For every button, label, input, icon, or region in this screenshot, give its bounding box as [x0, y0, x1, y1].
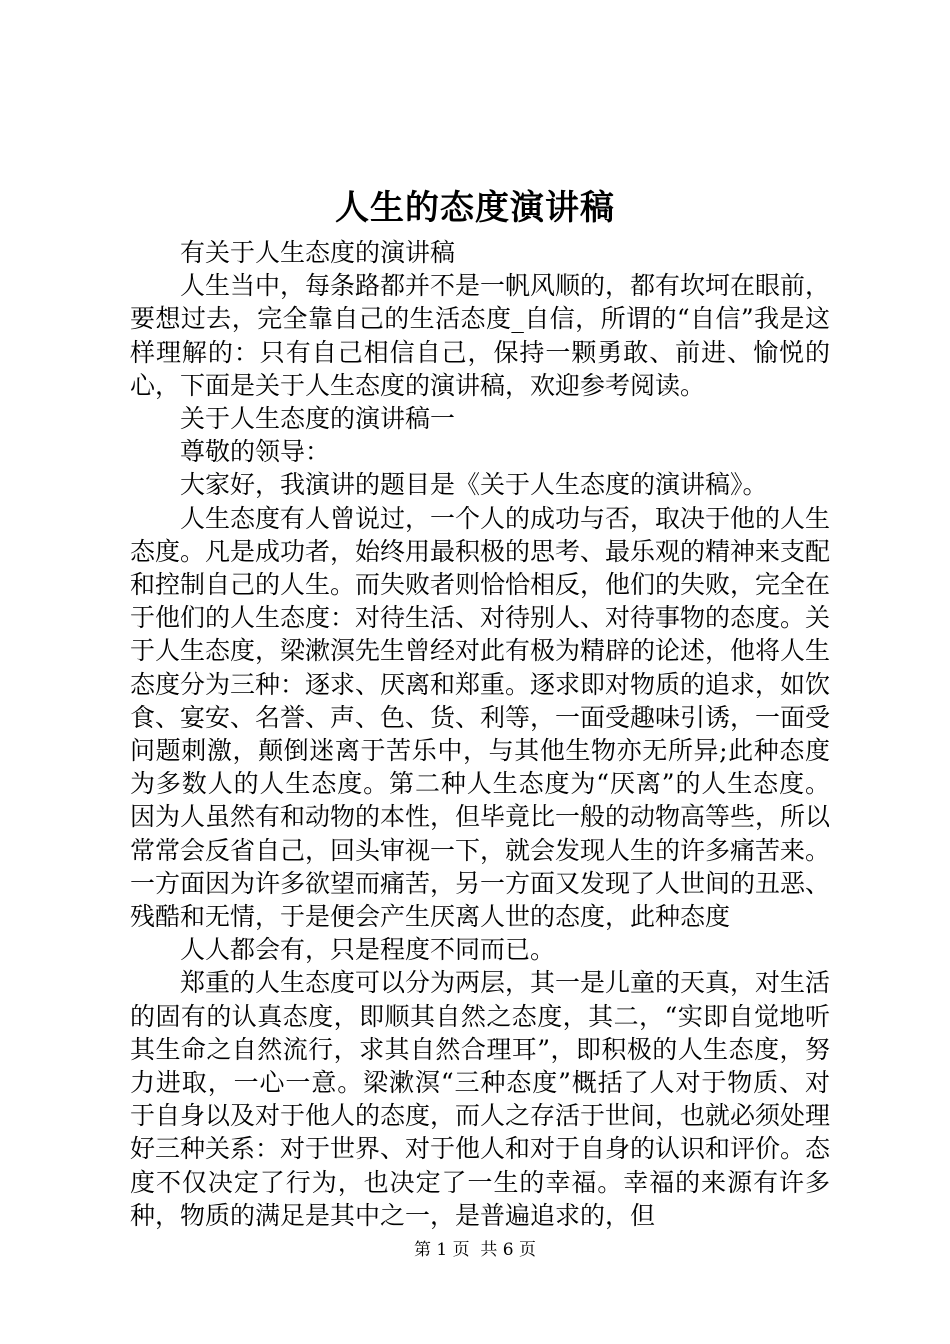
document-title: 人生的态度演讲稿 — [335, 188, 615, 228]
page-number: 第 1 页 共 6 页 — [413, 1240, 537, 1260]
paragraph: 大家好，我演讲的题目是《关于人生态度的演讲稿》。 — [180, 470, 768, 500]
paragraph: 人生当中，每条路都并不是一帆风顺的，都有坎坷在眼前，要想过去，完全靠自己的生活态度_自信，所谓的“自信”我是这样理解的：只有自己相信自己，保持一颗勇敢、前进、愉悦的心，下面是关于人生态度的演讲稿，欢迎参考阅读。 — [130, 271, 831, 400]
paragraph: 尊敬的领导： — [180, 437, 331, 467]
paragraph: 关于人生态度的演讲稿一 — [180, 404, 456, 434]
paragraph: 郑重的人生态度可以分为两层，其一是儿童的天真，对生活的固有的认真态度，即顺其自然之态度，其二，“实即自觉地听其生命之自然流行，求其自然合理耳”，即积极的人生态度，努力进取，一心一意。梁漱溟“三种态度”概括了人对于物质、对于自身以及对于他人的态度，而人之存活于世间，也就必须处理好三种关系：对于世界、对于他人和对于自身的认识和评价。态度不仅决定了行为，也决定了一生的幸福。幸福的来源有许多种，物质的满足是其中之一，是普遍追求的，但 — [130, 968, 831, 1230]
paragraph: 人人都会有，只是程度不同而已。 — [180, 935, 556, 965]
page-footer — [0, 1238, 950, 1262]
paragraph: 有关于人生态度的演讲稿 — [180, 238, 456, 267]
paragraph: 人生态度有人曾说过，一个人的成功与否，取决于他的人生态度。凡是成功者，始终用最积极的思考、最乐观的精神来支配和控制自己的人生。而失败者则恰恰相反，他们的失败，完全在于他们的人生态度：对待生活、对待别人、对待事物的态度。关于人生态度，梁漱溟先生曾经对此有极为精辟的论述，他将人生态度分为三种：逐求、厌离和郑重。逐求即对物质的追求，如饮食、宴安、名誉、声、色、货、利等，一面受趣味引诱，一面受问题刺激，颠倒迷离于苦乐中，与其他生物亦无所异;此种态度为多数人的人生态度。第二种人生态度为“厌离”的人生态度。因为人虽然有和动物的本性，但毕竟比一般的动物高等些，所以常常会反省自己，回头审视一下，就会发现人生的许多痛苦来。一方面因为许多欲望而痛苦，另一方面又发现了人世间的丑恶、残酷和无情，于是便会产生厌离人世的态度，此种态度 — [130, 503, 831, 932]
document-body — [130, 236, 830, 1232]
